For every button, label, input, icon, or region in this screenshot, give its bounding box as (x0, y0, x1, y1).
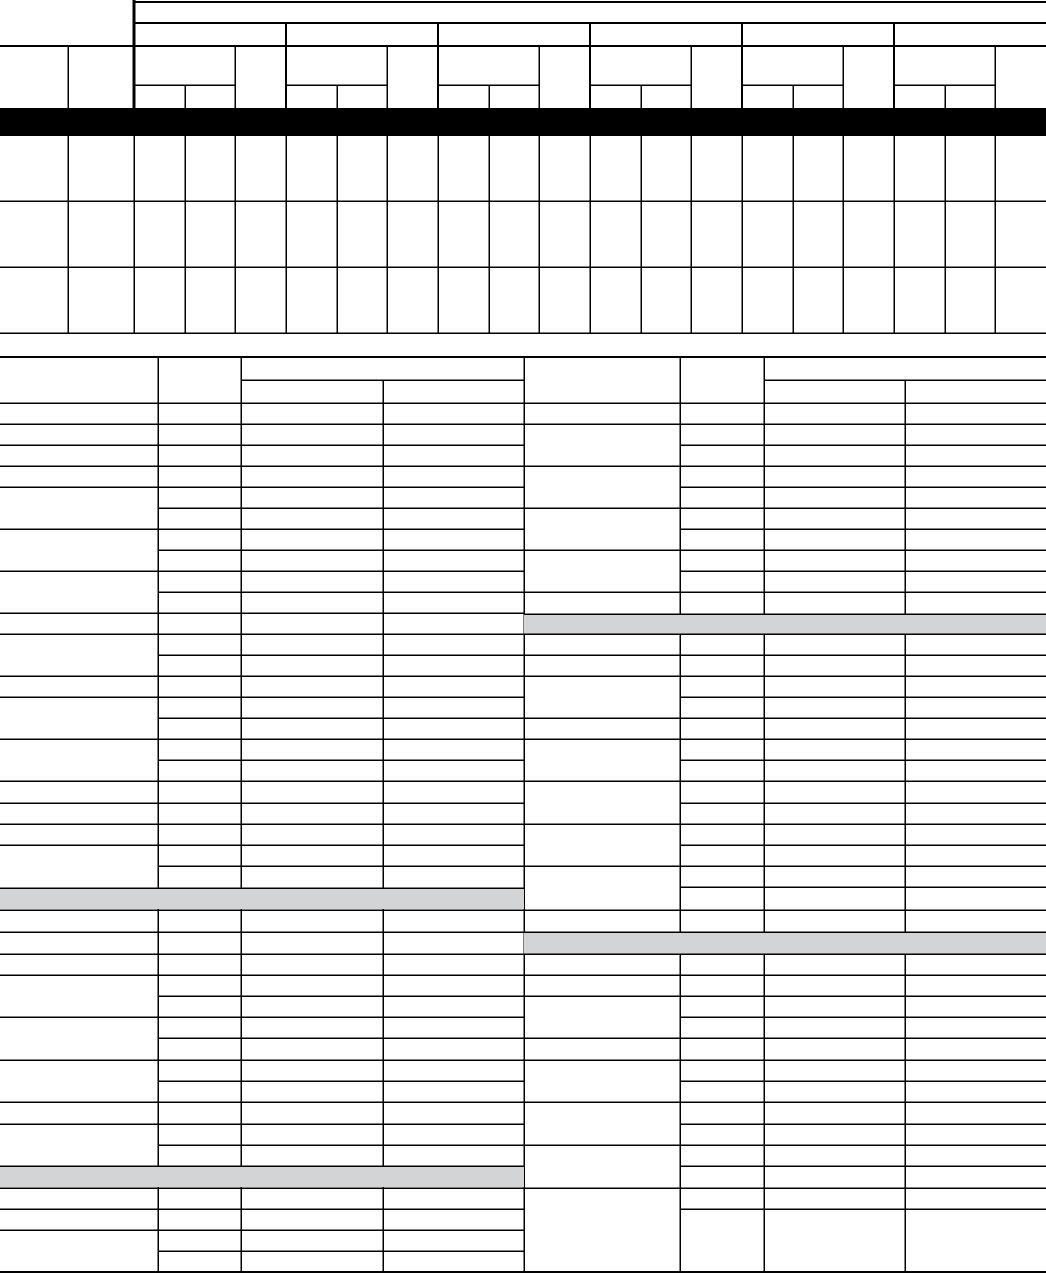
section-band (0, 888, 524, 909)
section-band (0, 1166, 524, 1187)
section-band (524, 614, 1046, 634)
header-band (0, 108, 1046, 136)
section-band (524, 932, 1046, 954)
